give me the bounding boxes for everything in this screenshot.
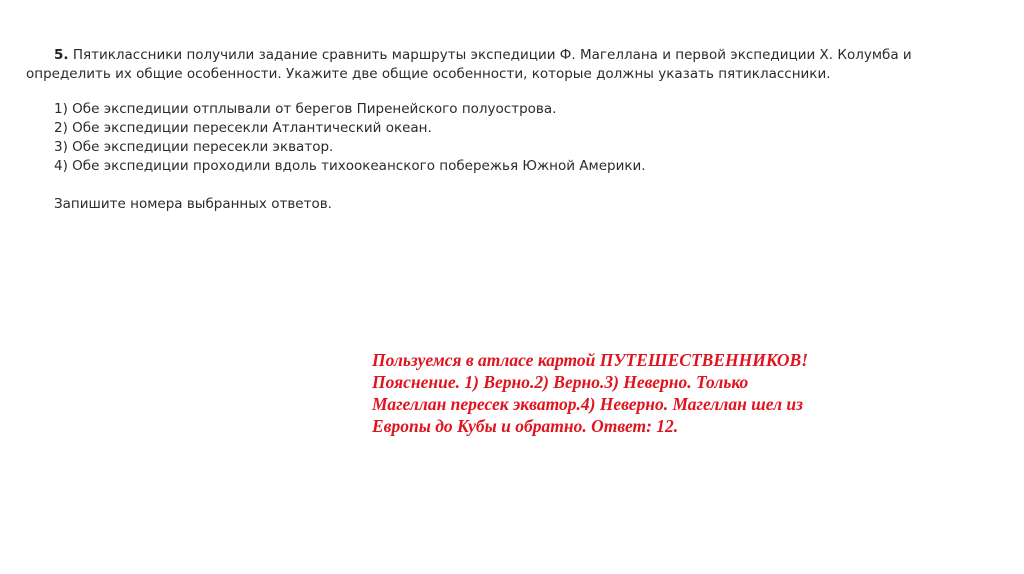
option-3: 3) Обе экспедиции пересекли экватор. <box>54 139 334 155</box>
answer-line-4: Европы до Кубы и обратно. Ответ: 12. <box>372 416 679 436</box>
option-4: 4) Обе экспедиции проходили вдоль тихоокеанского побережья Южной Америки. <box>54 158 646 174</box>
task-question: Пятиклассники получили задание сравнить маршруты экспедиции Ф. Магеллана и первой экспедиции Х. Колумба и определить их общие особенности. Укажите две общие особенности, которые должны указать пятиклассники. <box>26 47 912 82</box>
option-2: 2) Обе экспедиции пересекли Атлантический океан. <box>54 120 432 136</box>
answer-line-1: Пользуемся в атласе картой ПУТЕШЕСТВЕННИКОВ! <box>372 350 809 370</box>
answer-explanation <box>372 349 892 437</box>
task-instruction: Запишите номера выбранных ответов. <box>54 196 332 212</box>
answer-line-2: Пояснение. 1) Верно.2) Верно.3) Неверно. Только <box>372 372 749 392</box>
task-block <box>26 46 986 214</box>
options-list <box>26 100 986 176</box>
task-intro <box>26 46 986 84</box>
option-1: 1) Обе экспедиции отплывали от берегов Пиренейского полуострова. <box>54 101 557 117</box>
answer-line-3: Магеллан пересек экватор.4) Неверно. Магеллан шел из <box>372 394 803 414</box>
task-number: 5. <box>54 47 69 63</box>
